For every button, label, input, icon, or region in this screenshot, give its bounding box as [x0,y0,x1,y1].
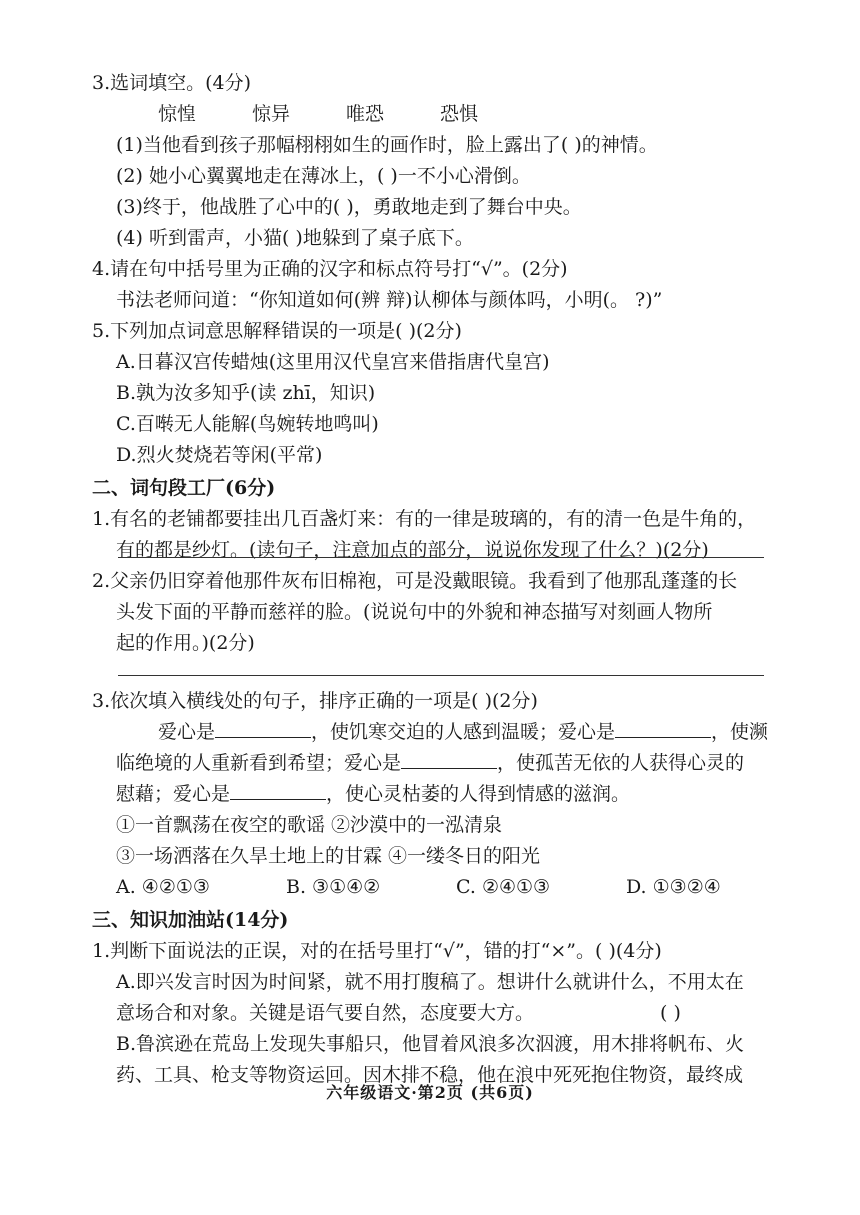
passage-text: 慰藉；爱心是 [116,783,231,805]
choice-d[interactable]: D. ①③②④ [626,876,721,898]
q5-option-c: C.百啭无人能解(鸟婉转地鸣叫) [116,413,379,435]
answer-line[interactable] [118,675,764,676]
s3-q1-b-line1: B.鲁滨逊在荒岛上发现失事船只，他冒着风浪多次泅渡，用木排将帆布、火 [116,1033,745,1055]
page-footer: 六年级语文·第2页 (共6页) [326,1083,534,1102]
choice-b[interactable]: B. ③①④② [286,876,381,898]
answer-line[interactable] [118,557,764,558]
q5-option-a: A.日暮汉宫传蜡烛(这里用汉代皇宫来借指唐代皇宫) [116,351,550,373]
s2-q3-para-line1 [158,719,768,745]
q5-option-b: B.孰为汝多知乎(读 zhī，知识) [116,382,376,404]
q5-option-d: D.烈火焚烧若等闲(平常) [116,444,323,466]
passage-text: 爱心是 [158,721,216,743]
s2-q3-sentences-1: ①一首飘荡在夜空的歌谣 ②沙漠中的一泓清泉 [116,814,503,836]
q3-item: (3)终于，他战胜了心中的( )，勇敢地走到了舞台中央。 [116,196,582,218]
passage-text: ，使孤苦无依的人获得心灵的 [497,752,745,774]
s3-q1-a-line2: 意场合和对象。关键是语气要自然，态度要大方。 [116,1002,535,1024]
word-option: 唯恐 [346,103,385,125]
s3-q1-a-line1: A.即兴发言时因为时间紧，就不用打腹稿了。想讲什么就讲什么，不用太在 [116,971,744,993]
choice-c[interactable]: C. ②④①③ [456,876,551,898]
choice-a[interactable]: A. ④②①③ [116,876,210,898]
q3-item: (2) 她小心翼翼地走在薄冰上，( )一不小心滑倒。 [116,165,531,187]
s3-q1-title: 1.判断下面说法的正误，对的在括号里打“√”，错的打“×”。( )(4分) [92,940,662,962]
q3-item: (1)当他看到孩子那幅栩栩如生的画作时，脸上露出了( )的神情。 [116,134,658,156]
q3-title: 3.选词填空。(4分) [92,72,252,94]
s2-q3-para-line2 [116,750,744,776]
fill-blank[interactable] [215,719,311,738]
passage-text: ，使饥寒交迫的人感到温暖；爱心是 [311,721,616,743]
word-bank [158,101,534,127]
section2-heading: 二、词句段工厂(6分) [92,477,276,499]
s3-q1-b-line2: 药、工具、枪支等物资运回。因木排不稳，他在浪中死死抱住物资，最终成 [116,1064,744,1086]
s2-q1-line2: 有的都是纱灯。(读句子，注意加点的部分，说说你发现了什么？)(2分) [116,539,709,561]
q3-item: (4) 听到雷声，小猫( )地躲到了桌子底下。 [116,227,474,249]
fill-blank[interactable] [401,750,497,769]
passage-text: ，使濒 [711,721,769,743]
word-option: 惊异 [252,103,291,125]
q4-sentence: 书法老师问道：“你知道如何(辨 辩)认柳体与颜体吗，小明(。 ?)” [116,289,663,311]
s2-q2-line1: 2.父亲仍旧穿着他那件灰布旧棉袍，可是没戴眼镜。我看到了他那乱蓬蓬的长 [92,570,738,592]
s2-q3-para-line3 [116,781,630,807]
section3-heading: 三、知识加油站(14分) [92,909,289,931]
s2-q3-title: 3.依次填入横线处的句子，排序正确的一项是( )(2分) [92,690,538,712]
passage-text: 临绝境的人重新看到希望；爱心是 [116,752,402,774]
s2-q3-sentences-2: ③一场洒落在久旱土地上的甘霖 ④一缕冬日的阳光 [116,845,541,867]
s2-q2-line2: 头发下面的平静而慈祥的脸。(说说句中的外貌和神态描写对刻画人物所 [116,601,713,623]
s2-q1-line1: 1.有名的老铺都要挂出几百盏灯来：有的一律是玻璃的，有的清一色是牛角的， [92,508,757,530]
passage-text: ，使心灵枯萎的人得到情感的滋润。 [326,783,631,805]
word-option: 恐惧 [440,103,479,125]
q4-title: 4.请在句中括号里为正确的汉字和标点符号打“√”。(2分) [92,258,568,280]
s2-q2-line3: 起的作用。)(2分) [116,632,255,654]
word-option: 惊惶 [158,103,197,125]
s2-q3-choices [116,874,721,900]
fill-blank[interactable] [230,781,326,800]
q5-title: 5.下列加点词意思解释错误的一项是( )(2分) [92,320,462,342]
answer-bracket[interactable]: ( ) [660,1002,681,1024]
fill-blank[interactable] [615,719,711,738]
